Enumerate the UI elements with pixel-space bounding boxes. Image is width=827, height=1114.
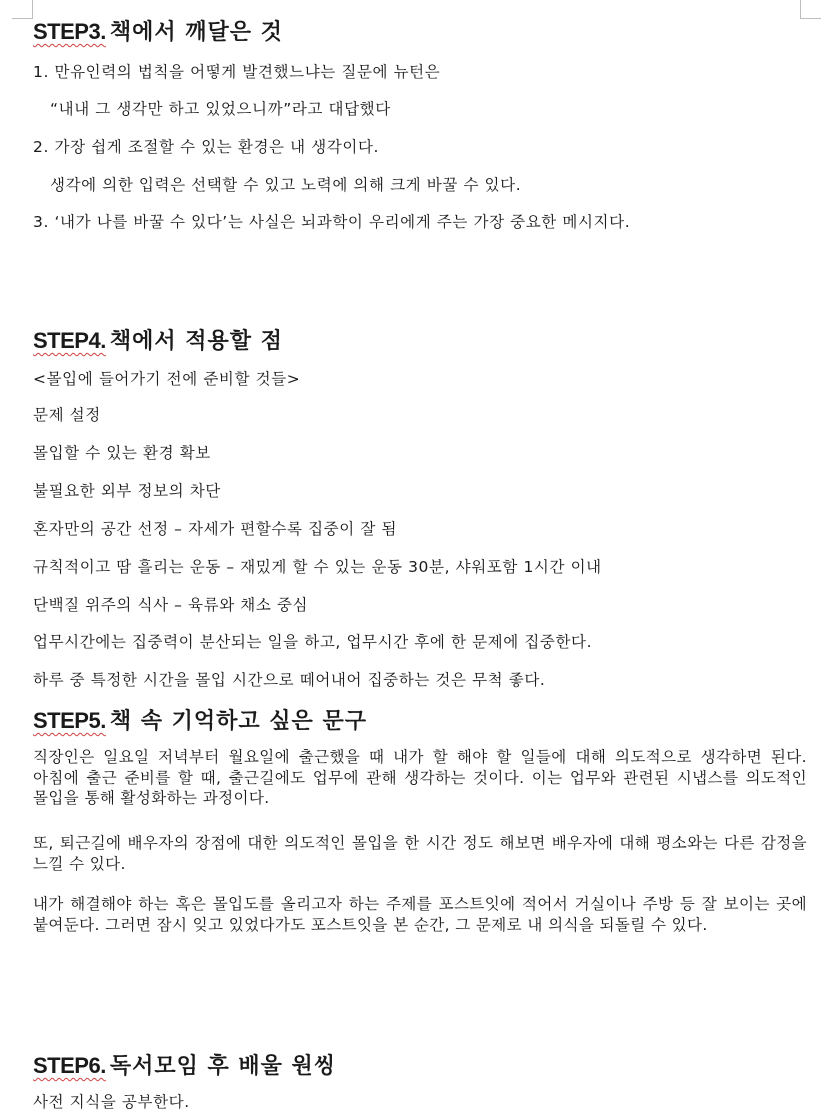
step4-heading <box>33 327 283 356</box>
step4-line-4: 불필요한 외부 정보의 차단 <box>33 482 221 500</box>
step5-label: STEP5. <box>33 708 106 733</box>
step3-heading <box>33 18 283 47</box>
step3-label: STEP3. <box>33 19 106 44</box>
step6-title: 독서모임 후 배울 원씽 <box>109 1054 337 1079</box>
step3-title: 책에서 깨달은 것 <box>109 20 283 45</box>
step4-line-1: <몰입에 들어가기 전에 준비할 것들> <box>33 370 301 388</box>
step5-paragraph-1: 직장인은 일요일 저녁부터 월요일에 출근했을 때 내가 할 해야 할 일들에 대해 의도적으로 생각하면 된다. 아침에 출근 준비를 할 때, 출근길에도 업무에 관해 생각하는 것이다. 이는 업무와 관련된 시냅스를 의도적인 몰입을 통해 활성화하는 과정이다. <box>33 748 807 807</box>
step4-line-5: 혼자만의 공간 선정 – 자세가 편할수록 집중이 잘 됨 <box>33 520 398 538</box>
step5-paragraph-3: 내가 해결해야 하는 혹은 몰입도를 올리고자 하는 주제를 포스트잇에 적어서 거실이나 주방 등 잘 보이는 곳에 붙여둔다. 그러면 잠시 잊고 있었다가도 포스트잇을 본 순간, 그 문제로 내 의식을 되돌릴 수 있다. <box>33 895 807 934</box>
step4-line-6: 규칙적이고 땀 흘리는 운동 – 재밌게 할 수 있는 운동 30분, 샤워포함 1시간 이내 <box>33 558 602 576</box>
step4-line-8: 업무시간에는 집중력이 분산되는 일을 하고, 업무시간 후에 한 문제에 집중한다. <box>33 633 593 651</box>
step4-line-3: 몰입할 수 있는 환경 확보 <box>33 444 211 462</box>
step4-line-7: 단백질 위주의 식사 – 육류와 채소 중심 <box>33 596 309 614</box>
step6-label: STEP6. <box>33 1053 106 1078</box>
step4-line-9: 하루 중 특정한 시간을 몰입 시간으로 떼어내어 집중하는 것은 무척 좋다. <box>33 671 546 689</box>
page-corner-mark-right <box>800 0 821 19</box>
step5-heading <box>33 707 367 736</box>
step6-line-1: 사전 지식을 공부한다. <box>33 1093 190 1111</box>
step6-heading <box>33 1052 336 1081</box>
step4-label: STEP4. <box>33 328 106 353</box>
step4-title: 책에서 적용할 점 <box>109 329 283 354</box>
step5-title: 책 속 기억하고 싶은 문구 <box>109 709 367 734</box>
step3-line-3: 2. 가장 쉽게 조절할 수 있는 환경은 내 생각이다. <box>33 138 380 156</box>
step5-paragraph-2: 또, 퇴근길에 배우자의 장점에 대한 의도적인 몰입을 한 시간 정도 해보면 배우자에 대해 평소와는 다른 감정을 느낄 수 있다. <box>33 834 807 873</box>
step3-line-2: “내내 그 생각만 하고 있었으니까”라고 대답했다 <box>50 100 391 118</box>
step3-line-1: 1. 만유인력의 법칙을 어떻게 발견했느냐는 질문에 뉴턴은 <box>33 63 441 81</box>
step3-line-5: 3. ‘내가 나를 바꿀 수 있다’는 사실은 뇌과학이 우리에게 주는 가장 중요한 메시지다. <box>33 213 631 231</box>
step3-line-4: 생각에 의한 입력은 선택할 수 있고 노력에 의해 크게 바꿀 수 있다. <box>50 176 522 194</box>
page-corner-mark-left <box>12 0 33 19</box>
step4-line-2: 문제 설정 <box>33 406 101 424</box>
